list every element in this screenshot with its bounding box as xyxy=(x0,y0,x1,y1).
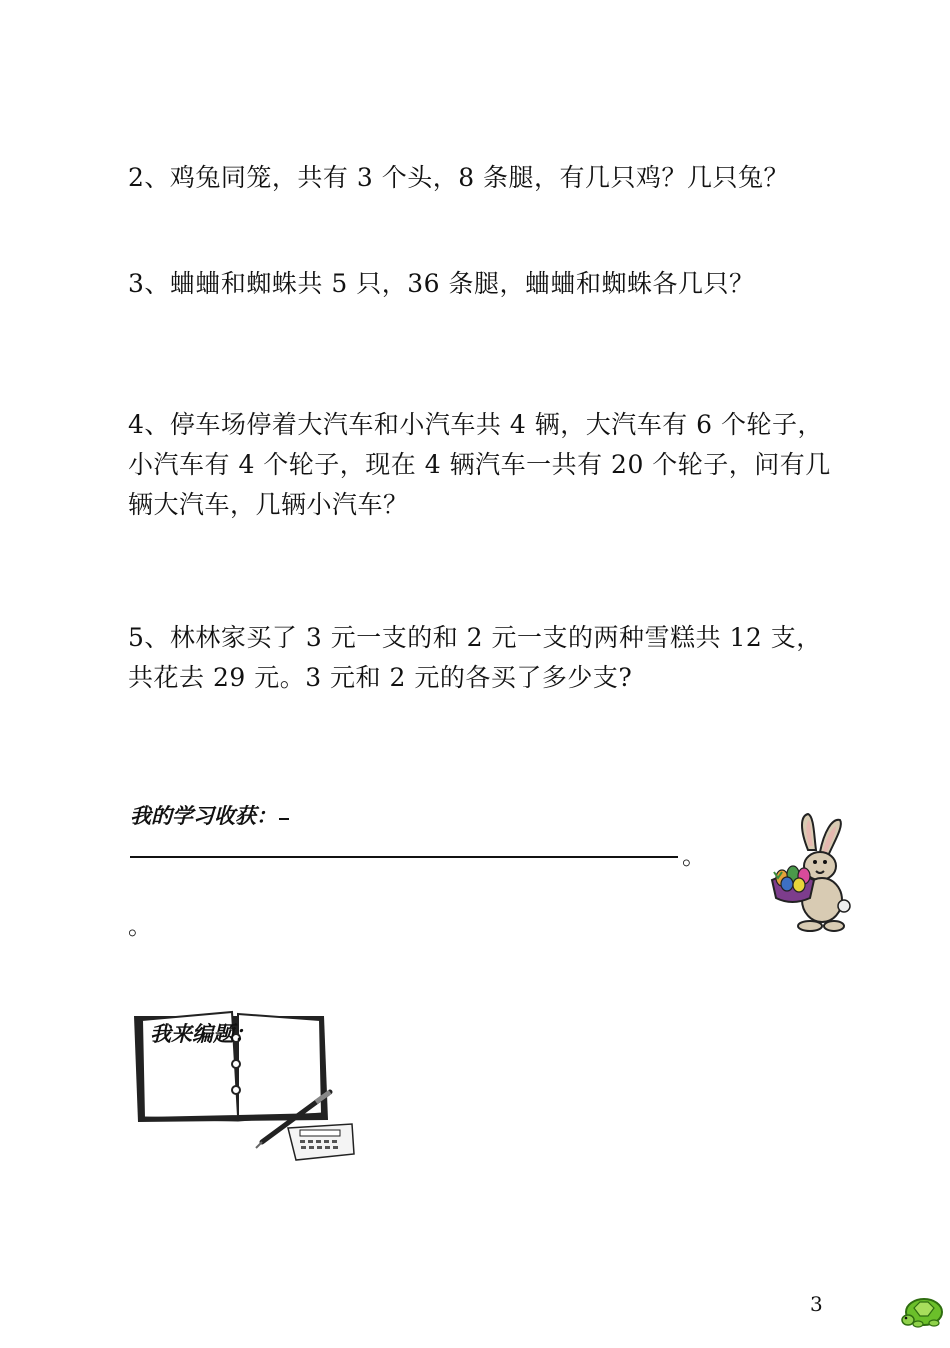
harvest-title-text: 我的学习收获： xyxy=(130,804,277,828)
question-4: 4、停车场停着大汽车和小汽车共 4 辆，大汽车有 6 个轮子， 小汽车有 4 个轮子，现在 4 辆汽车一共有 20 个轮子，问有几 辆大汽车，几辆小汽车？ xyxy=(128,410,831,519)
question-2: 2、鸡兔同笼，共有 3 个头，8 条腿，有几只鸡？几只兔？ xyxy=(128,163,790,192)
calculator-icon xyxy=(288,1124,354,1160)
harvest-title xyxy=(130,800,289,830)
harvest-answer-line xyxy=(130,856,678,858)
compose-title: 我来编题： xyxy=(150,1022,255,1046)
rabbit-holding-easter-eggs-icon xyxy=(764,810,854,936)
turtle-icon xyxy=(900,1290,946,1330)
page-number: 3 xyxy=(810,1292,823,1316)
harvest-title-underline xyxy=(279,800,289,820)
question-3: 3、蛐蛐和蜘蛛共 5 只，36 条腿，蛐蛐和蜘蛛各几只？ xyxy=(128,269,755,298)
harvest-line-end: 。 xyxy=(682,842,706,870)
harvest-solo-dot: 。 xyxy=(128,912,152,940)
question-5: 5、林林家买了 3 元一支的和 2 元一支的两种雪糕共 12 支， 共花去 29 元。3 元和 2 元的各买了多少支? xyxy=(128,623,822,692)
